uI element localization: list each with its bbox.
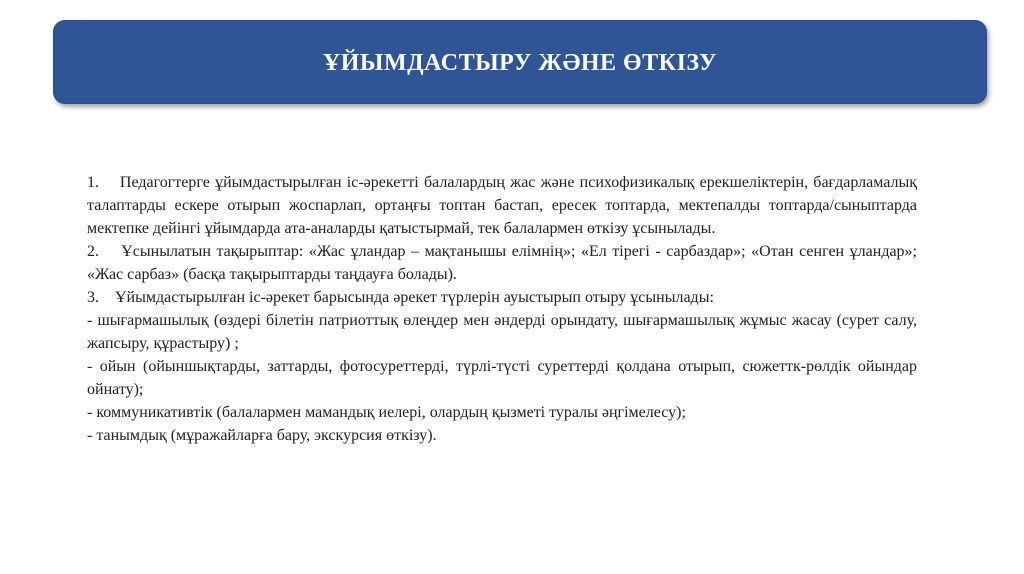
paragraph-1: 1. Педагогтерге ұйымдастырылған іс-әрекетті балалардың жас және психофизикалық ерекшеліктерін, бағдарламалық талаптарды ескере отырып жоспарлап, ортаңғы топтан бастап, ересек топтарда, мектепалды топтарда/сыныптарда мектепке дейінгі ұйымдарда ата-аналарды қатыстырмай, тек балалармен өткізу ұсынылады.	[87, 174, 917, 237]
list-item-creative: - шығармашылық (өздері білетін патриоттық өлеңдер мен әндерді орындату, шығармашылық жұмыс жасау (сурет салу, жапсыру, құрастыру) ;	[87, 312, 917, 352]
paragraph-3: 3. Ұйымдастырылған іс-әрекет барысында әрекет түрлерін ауыстырып отыру ұсынылады:	[87, 289, 714, 306]
paragraph-2: 2. Ұсынылатын тақырыптар: «Жас ұландар – мақтанышы елімнің»; «Ел тірегі - сарбаздар»; «Отан сенген ұландар»; «Жас сарбаз» (басқа тақырыптарды таңдауға болады).	[87, 243, 917, 283]
list-item-cognitive: - танымдық (мұражайларға бару, экскурсия өткізу).	[87, 427, 437, 444]
slide-title: ҰЙЫМДАСТЫРУ ЖӘНЕ ӨТКІЗУ	[322, 50, 718, 76]
list-item-communicative: - коммуникативтік (балалармен мамандық иелері, олардың қызметі туралы әңгімелесу);	[87, 404, 686, 421]
list-item-game: - ойын (ойыншықтарды, заттарды, фотосуреттерді, түрлі-түсті суреттерді қолдана отырып, сюжеттк-рөлдік ойындар ойнату);	[87, 358, 917, 398]
title-banner	[53, 20, 987, 104]
body-text	[87, 171, 917, 447]
